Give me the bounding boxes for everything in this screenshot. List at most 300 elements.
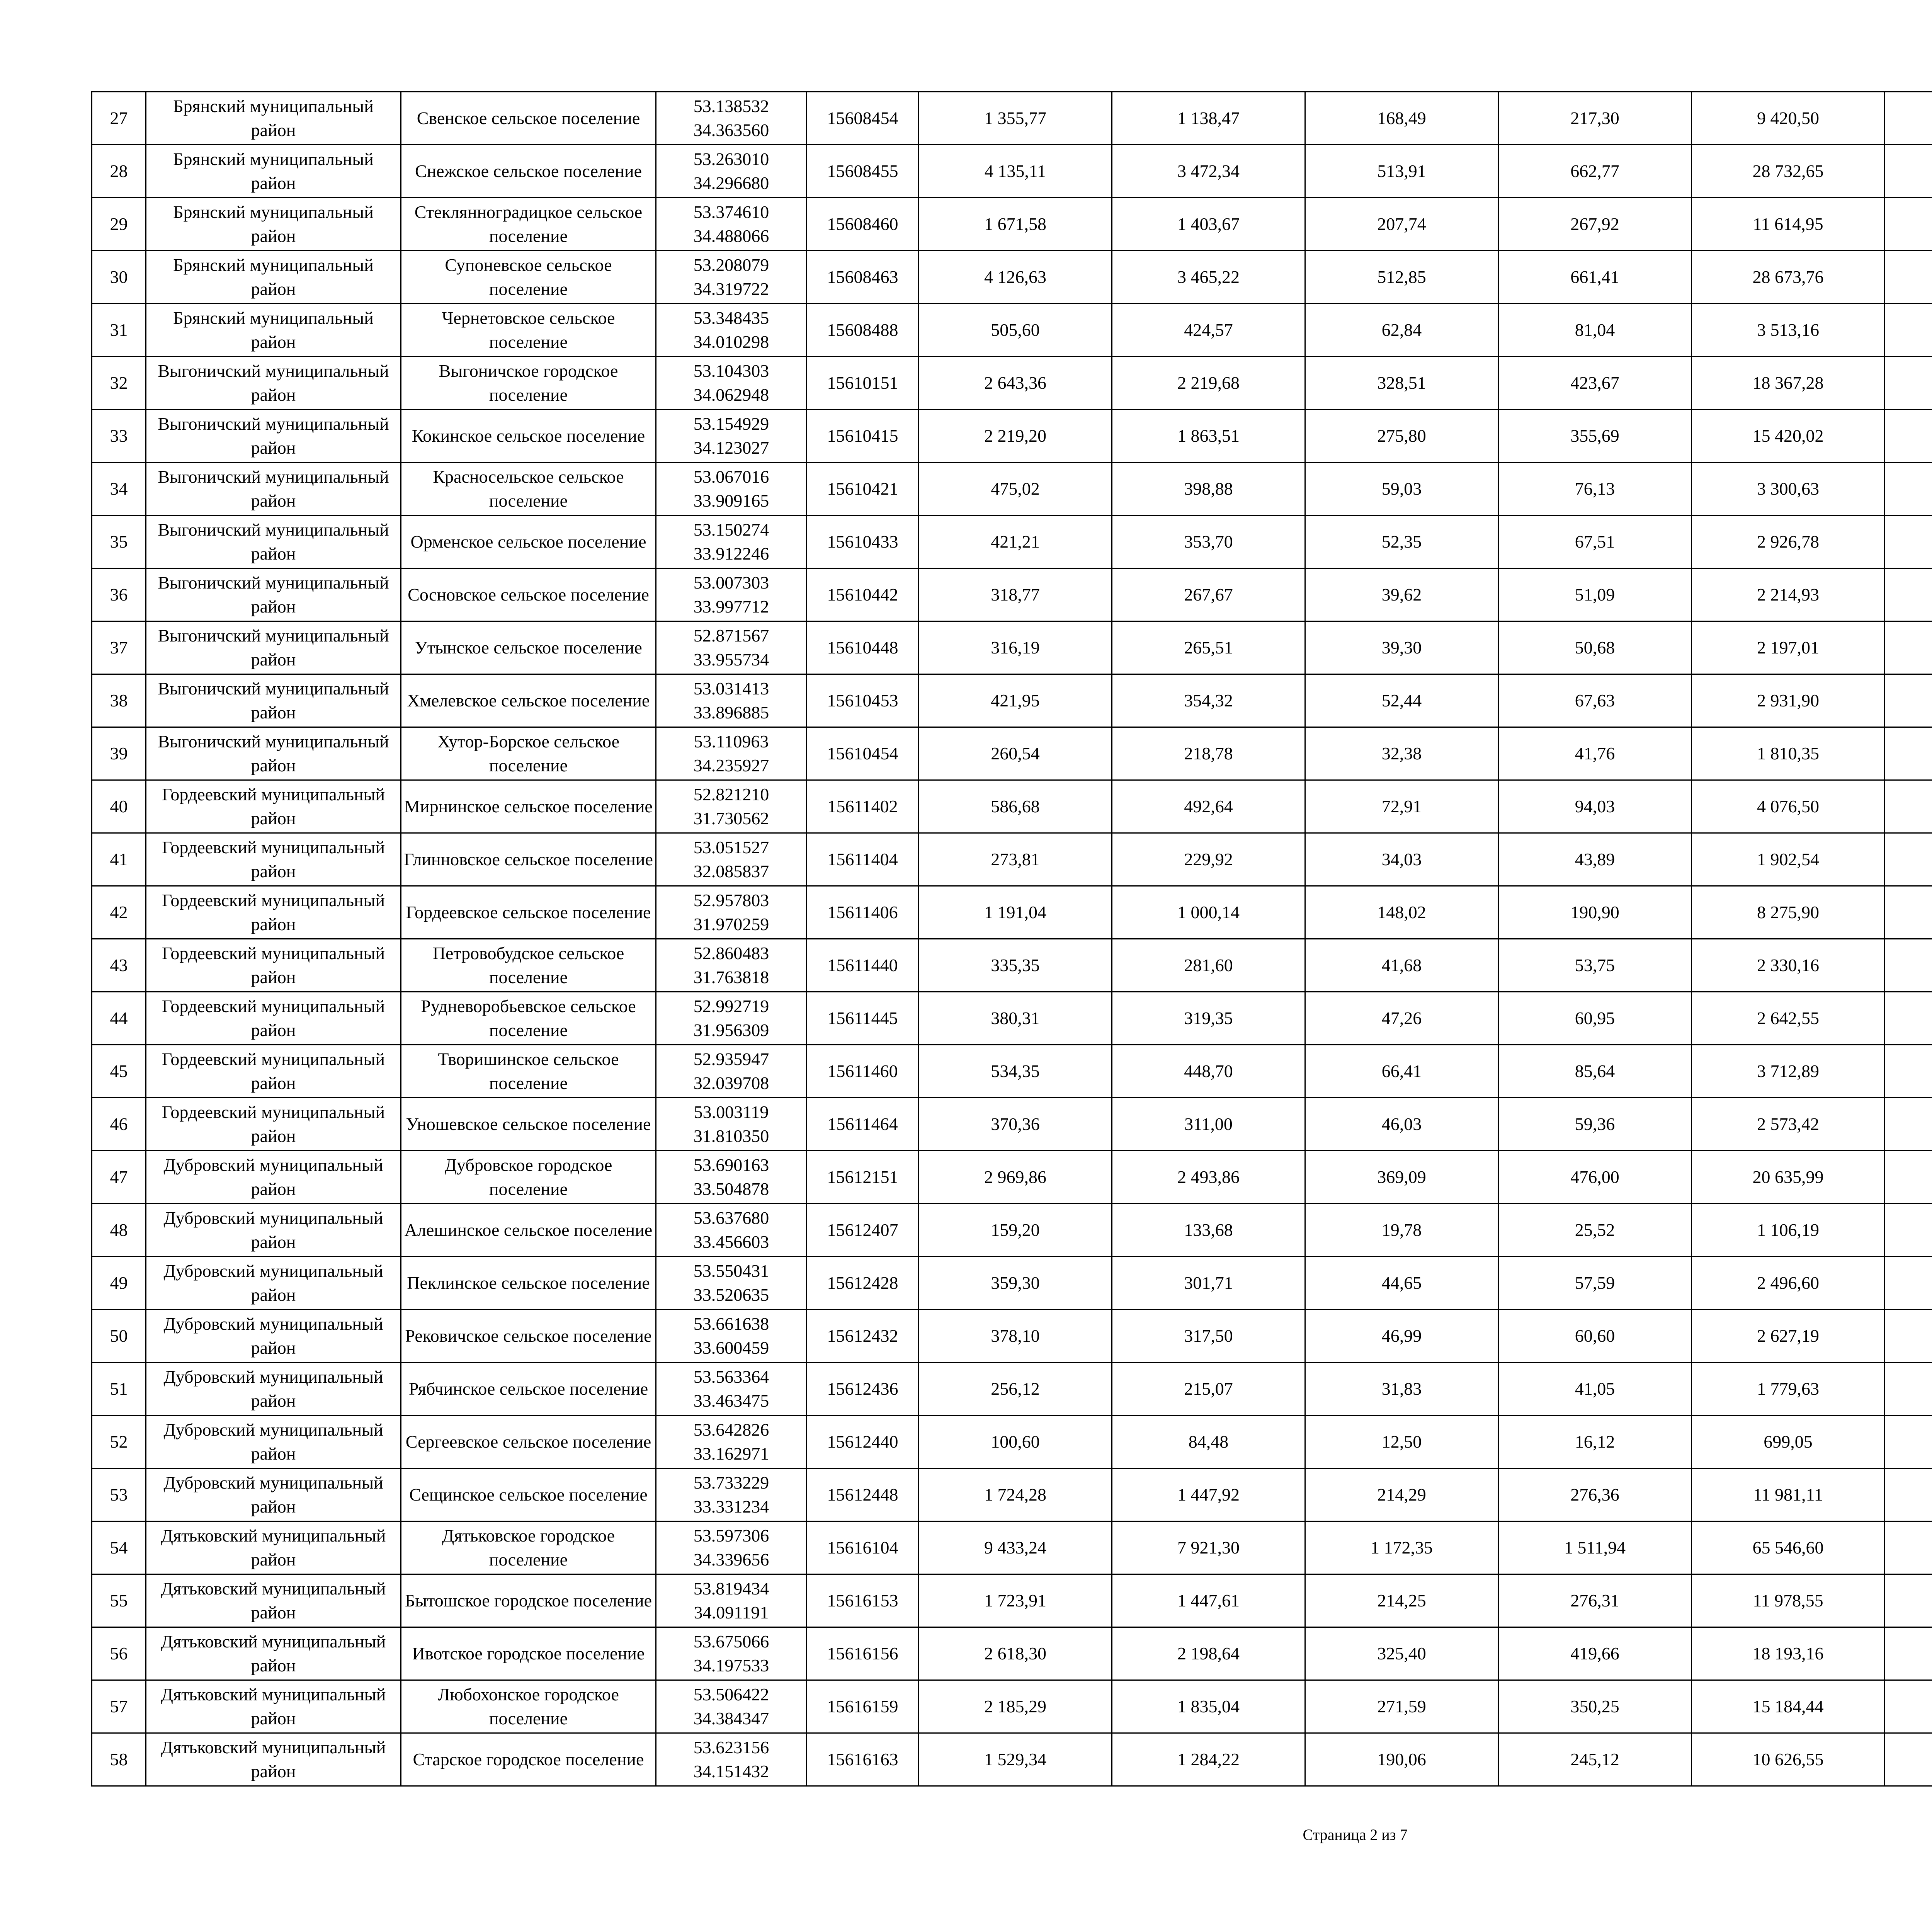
value-cell-2: 1 835,04 — [1112, 1680, 1305, 1733]
value-cell-4: 57,59 — [1498, 1257, 1692, 1310]
row-number-cell: 35 — [92, 516, 146, 568]
value-cell-3: 32,38 — [1305, 727, 1498, 780]
value-cell-5: 2 197,01 — [1692, 621, 1885, 674]
coordinates-cell — [656, 992, 807, 1045]
longitude-value: 33.520635 — [693, 1285, 769, 1305]
table-row — [92, 621, 1932, 674]
value-cell-1: 316,19 — [919, 621, 1112, 674]
oktmo-code-cell: 15610415 — [807, 410, 919, 463]
oktmo-code-cell: 15610448 — [807, 621, 919, 674]
longitude-value: 34.197533 — [693, 1656, 769, 1675]
value-cell-1: 1 529,34 — [919, 1733, 1112, 1786]
coordinates-cell — [656, 568, 807, 621]
value-cell-2: 398,88 — [1112, 463, 1305, 516]
value-cell-3: 47,26 — [1305, 992, 1498, 1045]
value-cell-4: 59,36 — [1498, 1098, 1692, 1151]
settlement-cell: Мирнинское сельское поселение — [401, 780, 656, 833]
value-cell-4: 60,60 — [1498, 1310, 1692, 1363]
value-cell-6 — [1885, 1045, 1932, 1098]
value-cell-5: 1 106,19 — [1692, 1204, 1885, 1257]
value-cell-5: 18 193,16 — [1692, 1627, 1885, 1680]
settlement-cell: Красносельское сельское поселение — [401, 463, 656, 516]
latitude-value: 52.860483 — [693, 943, 769, 963]
latitude-value: 53.051527 — [693, 837, 769, 857]
coordinates-cell — [656, 1521, 807, 1574]
table-row — [92, 357, 1932, 410]
settlement-cell: Творишинское сельское поселение — [401, 1045, 656, 1098]
page-footer — [0, 1826, 1932, 1845]
value-cell-1: 2 618,30 — [919, 1627, 1112, 1680]
longitude-value: 33.504878 — [693, 1179, 769, 1199]
row-number-cell: 57 — [92, 1680, 146, 1733]
settlement-cell: Рековичское сельское поселение — [401, 1310, 656, 1363]
value-cell-6 — [1885, 939, 1932, 992]
oktmo-code-cell: 15608460 — [807, 198, 919, 251]
table-row — [92, 992, 1932, 1045]
value-cell-5: 3 300,63 — [1692, 463, 1885, 516]
longitude-value: 31.970259 — [693, 914, 769, 934]
longitude-value: 33.997712 — [693, 597, 769, 616]
settlement-cell: Хмелевское сельское поселение — [401, 674, 656, 727]
longitude-value: 33.331234 — [693, 1497, 769, 1516]
value-cell-5: 3 712,89 — [1692, 1045, 1885, 1098]
settlement-cell: Старское городское поселение — [401, 1733, 656, 1786]
value-cell-4: 60,95 — [1498, 992, 1692, 1045]
value-cell-1: 380,31 — [919, 992, 1112, 1045]
longitude-value: 31.810350 — [693, 1126, 769, 1146]
value-cell-6 — [1885, 727, 1932, 780]
value-cell-5: 8 275,90 — [1692, 886, 1885, 939]
oktmo-code-cell: 15611460 — [807, 1045, 919, 1098]
table-row — [92, 92, 1932, 145]
coordinates-cell — [656, 357, 807, 410]
value-cell-3: 271,59 — [1305, 1680, 1498, 1733]
value-cell-3: 369,09 — [1305, 1151, 1498, 1204]
value-cell-3: 328,51 — [1305, 357, 1498, 410]
coordinates-cell — [656, 1257, 807, 1310]
longitude-value: 34.151432 — [693, 1761, 769, 1781]
district-cell: Гордеевский муниципальный район — [146, 1045, 401, 1098]
value-cell-6 — [1885, 621, 1932, 674]
row-number-cell: 39 — [92, 727, 146, 780]
value-cell-1: 421,21 — [919, 516, 1112, 568]
row-number-cell: 34 — [92, 463, 146, 516]
district-cell: Выгоничский муниципальный район — [146, 568, 401, 621]
value-cell-6 — [1885, 357, 1932, 410]
value-cell-3: 46,03 — [1305, 1098, 1498, 1151]
table-row — [92, 1574, 1932, 1627]
value-cell-3: 214,29 — [1305, 1468, 1498, 1521]
value-cell-3: 44,65 — [1305, 1257, 1498, 1310]
district-cell: Гордеевский муниципальный район — [146, 1098, 401, 1151]
value-cell-3: 214,25 — [1305, 1574, 1498, 1627]
latitude-value: 53.690163 — [693, 1155, 769, 1175]
data-table — [91, 91, 1932, 1787]
row-number-cell: 37 — [92, 621, 146, 674]
value-cell-4: 267,92 — [1498, 198, 1692, 251]
row-number-cell: 36 — [92, 568, 146, 621]
value-cell-6 — [1885, 304, 1932, 357]
value-cell-5: 2 642,55 — [1692, 992, 1885, 1045]
value-cell-4: 355,69 — [1498, 410, 1692, 463]
oktmo-code-cell: 15612407 — [807, 1204, 919, 1257]
value-cell-6 — [1885, 833, 1932, 886]
row-number-cell: 33 — [92, 410, 146, 463]
value-cell-2: 133,68 — [1112, 1204, 1305, 1257]
district-cell: Брянский муниципальный район — [146, 92, 401, 145]
value-cell-4: 423,67 — [1498, 357, 1692, 410]
table-row — [92, 1468, 1932, 1521]
coordinates-cell — [656, 1204, 807, 1257]
settlement-cell: Петровобудское сельское поселение — [401, 939, 656, 992]
table-row — [92, 568, 1932, 621]
coordinates-cell — [656, 1151, 807, 1204]
coordinates-cell — [656, 939, 807, 992]
district-cell: Выгоничский муниципальный район — [146, 674, 401, 727]
value-cell-2: 492,64 — [1112, 780, 1305, 833]
table-body — [92, 92, 1932, 1786]
district-cell: Дубровский муниципальный район — [146, 1204, 401, 1257]
oktmo-code-cell: 15612440 — [807, 1416, 919, 1468]
settlement-cell: Рудневоробьевское сельское поселение — [401, 992, 656, 1045]
value-cell-1: 1 355,77 — [919, 92, 1112, 145]
row-number-cell: 53 — [92, 1468, 146, 1521]
value-cell-4: 53,75 — [1498, 939, 1692, 992]
coordinates-cell — [656, 727, 807, 780]
value-cell-1: 1 724,28 — [919, 1468, 1112, 1521]
oktmo-code-cell: 15611404 — [807, 833, 919, 886]
coordinates-cell — [656, 145, 807, 198]
value-cell-6 — [1885, 1521, 1932, 1574]
table-row — [92, 1045, 1932, 1098]
oktmo-code-cell: 15616163 — [807, 1733, 919, 1786]
latitude-value: 53.642826 — [693, 1420, 769, 1440]
latitude-value: 53.506422 — [693, 1685, 769, 1704]
value-cell-5: 2 330,16 — [1692, 939, 1885, 992]
settlement-cell: Алешинское сельское поселение — [401, 1204, 656, 1257]
oktmo-code-cell: 15608455 — [807, 145, 919, 198]
oktmo-code-cell: 15611402 — [807, 780, 919, 833]
row-number-cell: 40 — [92, 780, 146, 833]
value-cell-4: 94,03 — [1498, 780, 1692, 833]
latitude-value: 53.003119 — [694, 1102, 769, 1122]
settlement-cell: Орменское сельское поселение — [401, 516, 656, 568]
latitude-value: 53.007303 — [693, 573, 769, 592]
value-cell-5: 11 614,95 — [1692, 198, 1885, 251]
value-cell-6 — [1885, 780, 1932, 833]
table-row — [92, 939, 1932, 992]
value-cell-1: 421,95 — [919, 674, 1112, 727]
latitude-value: 53.374610 — [693, 202, 769, 222]
row-number-cell: 31 — [92, 304, 146, 357]
district-cell: Дятьковский муниципальный район — [146, 1521, 401, 1574]
value-cell-6 — [1885, 1733, 1932, 1786]
value-cell-5: 15 184,44 — [1692, 1680, 1885, 1733]
value-cell-3: 52,35 — [1305, 516, 1498, 568]
value-cell-4: 350,25 — [1498, 1680, 1692, 1733]
district-cell: Дубровский муниципальный район — [146, 1257, 401, 1310]
district-cell: Выгоничский муниципальный район — [146, 727, 401, 780]
value-cell-2: 267,67 — [1112, 568, 1305, 621]
value-cell-2: 424,57 — [1112, 304, 1305, 357]
oktmo-code-cell: 15610454 — [807, 727, 919, 780]
value-cell-3: 39,30 — [1305, 621, 1498, 674]
longitude-value: 34.363560 — [693, 120, 769, 140]
longitude-value: 34.091191 — [694, 1603, 769, 1622]
settlement-cell: Бытошское городское поселение — [401, 1574, 656, 1627]
value-cell-1: 359,30 — [919, 1257, 1112, 1310]
oktmo-code-cell: 15610442 — [807, 568, 919, 621]
value-cell-6 — [1885, 1310, 1932, 1363]
oktmo-code-cell: 15616104 — [807, 1521, 919, 1574]
value-cell-1: 318,77 — [919, 568, 1112, 621]
longitude-value: 34.488066 — [693, 226, 769, 246]
oktmo-code-cell: 15612432 — [807, 1310, 919, 1363]
oktmo-code-cell: 15608463 — [807, 251, 919, 304]
settlement-cell: Рябчинское сельское поселение — [401, 1363, 656, 1416]
coordinates-cell — [656, 516, 807, 568]
row-number-cell: 42 — [92, 886, 146, 939]
latitude-value: 52.992719 — [693, 996, 769, 1016]
settlement-cell: Хутор-Борское сельское поселение — [401, 727, 656, 780]
value-cell-1: 4 126,63 — [919, 251, 1112, 304]
table-row — [92, 516, 1932, 568]
longitude-value: 34.384347 — [693, 1708, 769, 1728]
value-cell-6 — [1885, 1257, 1932, 1310]
value-cell-3: 1 172,35 — [1305, 1521, 1498, 1574]
oktmo-code-cell: 15616156 — [807, 1627, 919, 1680]
district-cell: Брянский муниципальный район — [146, 251, 401, 304]
value-cell-1: 1 191,04 — [919, 886, 1112, 939]
value-cell-4: 25,52 — [1498, 1204, 1692, 1257]
coordinates-cell — [656, 1416, 807, 1468]
longitude-value: 34.062948 — [693, 385, 769, 405]
longitude-value: 32.039708 — [693, 1073, 769, 1093]
value-cell-5: 699,05 — [1692, 1416, 1885, 1468]
district-cell: Выгоничский муниципальный район — [146, 463, 401, 516]
latitude-value: 53.550431 — [693, 1261, 769, 1281]
longitude-value: 34.010298 — [693, 332, 769, 352]
oktmo-code-cell: 15610151 — [807, 357, 919, 410]
value-cell-6 — [1885, 463, 1932, 516]
value-cell-1: 1 723,91 — [919, 1574, 1112, 1627]
value-cell-5: 9 420,50 — [1692, 92, 1885, 145]
value-cell-5: 1 902,54 — [1692, 833, 1885, 886]
row-number-cell: 45 — [92, 1045, 146, 1098]
longitude-value: 32.085837 — [693, 861, 769, 881]
value-cell-5: 1 810,35 — [1692, 727, 1885, 780]
value-cell-2: 3 472,34 — [1112, 145, 1305, 198]
district-cell: Дубровский муниципальный район — [146, 1363, 401, 1416]
district-cell: Гордеевский муниципальный район — [146, 886, 401, 939]
value-cell-5: 18 367,28 — [1692, 357, 1885, 410]
settlement-cell: Ивотское городское поселение — [401, 1627, 656, 1680]
settlement-cell: Чернетовское сельское поселение — [401, 304, 656, 357]
value-cell-4: 217,30 — [1498, 92, 1692, 145]
value-cell-4: 1 511,94 — [1498, 1521, 1692, 1574]
value-cell-1: 378,10 — [919, 1310, 1112, 1363]
latitude-value: 52.821210 — [693, 784, 769, 804]
table-row — [92, 410, 1932, 463]
latitude-value: 52.957803 — [693, 890, 769, 910]
value-cell-2: 3 465,22 — [1112, 251, 1305, 304]
oktmo-code-cell: 15616159 — [807, 1680, 919, 1733]
value-cell-3: 59,03 — [1305, 463, 1498, 516]
latitude-value: 53.563364 — [693, 1367, 769, 1387]
value-cell-6 — [1885, 1627, 1932, 1680]
longitude-value: 34.296680 — [693, 173, 769, 193]
row-number-cell: 30 — [92, 251, 146, 304]
district-cell: Брянский муниципальный район — [146, 304, 401, 357]
coordinates-cell — [656, 674, 807, 727]
value-cell-3: 12,50 — [1305, 1416, 1498, 1468]
district-cell: Дубровский муниципальный район — [146, 1151, 401, 1204]
value-cell-6 — [1885, 198, 1932, 251]
longitude-value: 33.955734 — [693, 650, 769, 669]
value-cell-5: 11 981,11 — [1692, 1468, 1885, 1521]
oktmo-code-cell: 15616153 — [807, 1574, 919, 1627]
value-cell-2: 229,92 — [1112, 833, 1305, 886]
value-cell-6 — [1885, 1151, 1932, 1204]
latitude-value: 53.150274 — [693, 520, 769, 539]
longitude-value: 33.162971 — [693, 1444, 769, 1463]
value-cell-2: 1 447,61 — [1112, 1574, 1305, 1627]
latitude-value: 53.819434 — [693, 1579, 769, 1598]
value-cell-6 — [1885, 674, 1932, 727]
value-cell-2: 317,50 — [1112, 1310, 1305, 1363]
value-cell-1: 256,12 — [919, 1363, 1112, 1416]
value-cell-2: 301,71 — [1112, 1257, 1305, 1310]
district-cell: Брянский муниципальный район — [146, 145, 401, 198]
oktmo-code-cell: 15611445 — [807, 992, 919, 1045]
latitude-value: 53.031413 — [693, 679, 769, 698]
value-cell-2: 1 284,22 — [1112, 1733, 1305, 1786]
coordinates-cell — [656, 1574, 807, 1627]
coordinates-cell — [656, 410, 807, 463]
value-cell-6 — [1885, 1574, 1932, 1627]
row-number-cell: 38 — [92, 674, 146, 727]
longitude-value: 31.763818 — [693, 967, 769, 987]
table-row — [92, 1310, 1932, 1363]
table-row — [92, 1257, 1932, 1310]
value-cell-2: 265,51 — [1112, 621, 1305, 674]
value-cell-5: 3 513,16 — [1692, 304, 1885, 357]
table-row — [92, 1098, 1932, 1151]
value-cell-1: 159,20 — [919, 1204, 1112, 1257]
latitude-value: 53.208079 — [693, 255, 769, 275]
value-cell-5: 15 420,02 — [1692, 410, 1885, 463]
value-cell-4: 245,12 — [1498, 1733, 1692, 1786]
value-cell-4: 81,04 — [1498, 304, 1692, 357]
value-cell-3: 72,91 — [1305, 780, 1498, 833]
coordinates-cell — [656, 251, 807, 304]
value-cell-2: 1 138,47 — [1112, 92, 1305, 145]
value-cell-1: 586,68 — [919, 780, 1112, 833]
value-cell-5: 2 627,19 — [1692, 1310, 1885, 1363]
row-number-cell: 55 — [92, 1574, 146, 1627]
coordinates-cell — [656, 621, 807, 674]
latitude-value: 52.935947 — [693, 1049, 769, 1069]
value-cell-2: 2 198,64 — [1112, 1627, 1305, 1680]
latitude-value: 53.348435 — [693, 308, 769, 328]
value-cell-5: 11 978,55 — [1692, 1574, 1885, 1627]
coordinates-cell — [656, 1363, 807, 1416]
coordinates-cell — [656, 833, 807, 886]
value-cell-2: 218,78 — [1112, 727, 1305, 780]
value-cell-1: 534,35 — [919, 1045, 1112, 1098]
value-cell-1: 2 643,36 — [919, 357, 1112, 410]
value-cell-4: 76,13 — [1498, 463, 1692, 516]
value-cell-4: 85,64 — [1498, 1045, 1692, 1098]
settlement-cell: Пеклинское сельское поселение — [401, 1257, 656, 1310]
value-cell-1: 2 969,86 — [919, 1151, 1112, 1204]
district-cell: Дятьковский муниципальный район — [146, 1627, 401, 1680]
district-cell: Гордеевский муниципальный район — [146, 939, 401, 992]
value-cell-6 — [1885, 992, 1932, 1045]
value-cell-1: 9 433,24 — [919, 1521, 1112, 1574]
oktmo-code-cell: 15610453 — [807, 674, 919, 727]
oktmo-code-cell: 15610421 — [807, 463, 919, 516]
settlement-cell: Гордеевское сельское поселение — [401, 886, 656, 939]
value-cell-3: 62,84 — [1305, 304, 1498, 357]
district-cell: Гордеевский муниципальный район — [146, 780, 401, 833]
latitude-value: 53.154929 — [693, 414, 769, 434]
table-row — [92, 674, 1932, 727]
oktmo-code-cell: 15611406 — [807, 886, 919, 939]
row-number-cell: 44 — [92, 992, 146, 1045]
row-number-cell: 51 — [92, 1363, 146, 1416]
value-cell-5: 10 626,55 — [1692, 1733, 1885, 1786]
district-cell: Гордеевский муниципальный район — [146, 992, 401, 1045]
value-cell-6 — [1885, 251, 1932, 304]
longitude-value: 34.123027 — [693, 438, 769, 458]
coordinates-cell — [656, 1310, 807, 1363]
table-row — [92, 1680, 1932, 1733]
value-cell-5: 2 926,78 — [1692, 516, 1885, 568]
oktmo-code-cell: 15612436 — [807, 1363, 919, 1416]
settlement-cell: Уношевское сельское поселение — [401, 1098, 656, 1151]
table-row — [92, 727, 1932, 780]
settlement-cell: Любохонское городское поселение — [401, 1680, 656, 1733]
value-cell-2: 84,48 — [1112, 1416, 1305, 1468]
value-cell-4: 50,68 — [1498, 621, 1692, 674]
latitude-value: 53.661638 — [693, 1314, 769, 1334]
value-cell-5: 65 546,60 — [1692, 1521, 1885, 1574]
value-cell-6 — [1885, 886, 1932, 939]
latitude-value: 53.675066 — [693, 1632, 769, 1651]
row-number-cell: 52 — [92, 1416, 146, 1468]
table-row — [92, 1416, 1932, 1468]
table-row — [92, 463, 1932, 516]
value-cell-4: 67,63 — [1498, 674, 1692, 727]
value-cell-4: 276,36 — [1498, 1468, 1692, 1521]
settlement-cell: Утынское сельское поселение — [401, 621, 656, 674]
table-row — [92, 1204, 1932, 1257]
longitude-value: 31.956309 — [693, 1020, 769, 1040]
longitude-value: 33.456603 — [693, 1232, 769, 1252]
value-cell-4: 476,00 — [1498, 1151, 1692, 1204]
row-number-cell: 56 — [92, 1627, 146, 1680]
value-cell-6 — [1885, 92, 1932, 145]
value-cell-3: 66,41 — [1305, 1045, 1498, 1098]
district-cell: Дубровский муниципальный район — [146, 1468, 401, 1521]
value-cell-3: 275,80 — [1305, 410, 1498, 463]
value-cell-2: 281,60 — [1112, 939, 1305, 992]
coordinates-cell — [656, 1627, 807, 1680]
oktmo-code-cell: 15608454 — [807, 92, 919, 145]
table-row — [92, 1151, 1932, 1204]
table-row — [92, 304, 1932, 357]
